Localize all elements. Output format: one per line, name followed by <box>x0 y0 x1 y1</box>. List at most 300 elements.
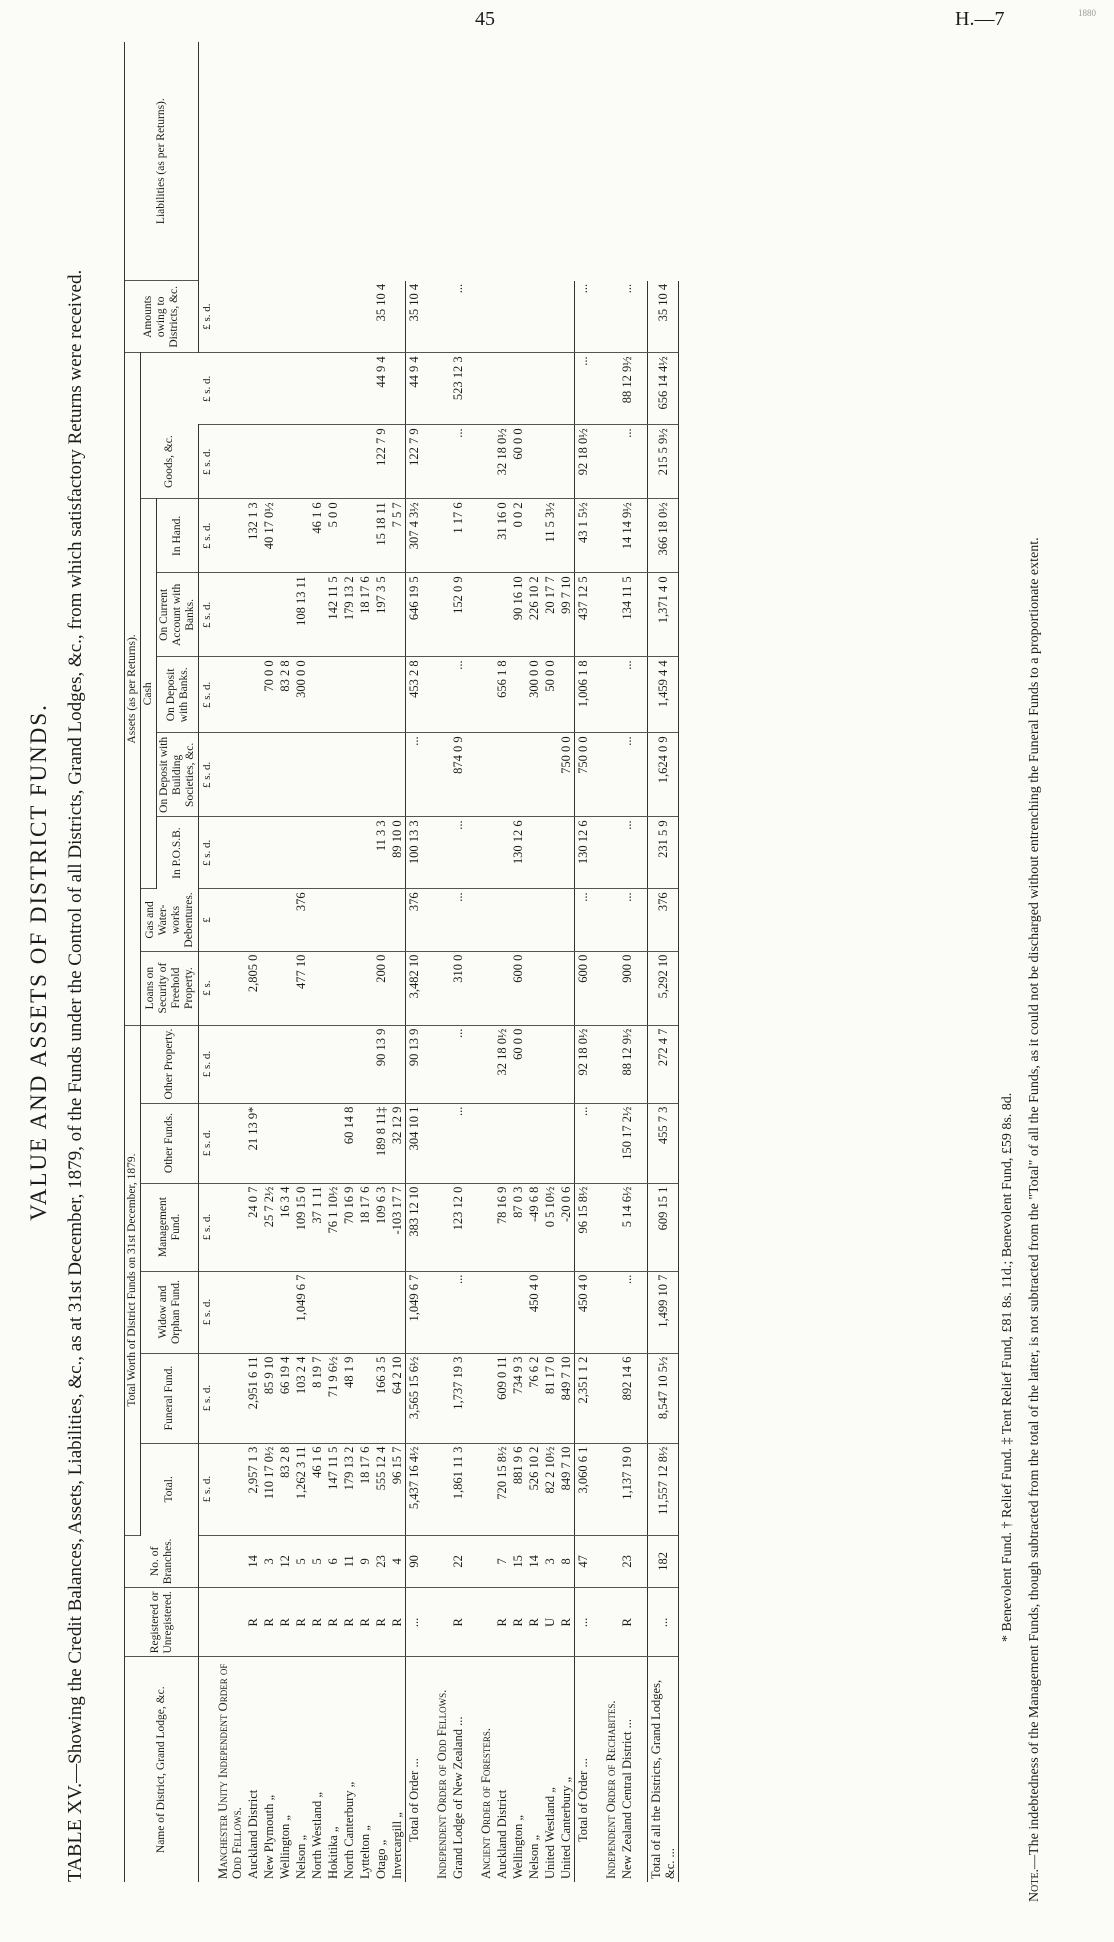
cell-bld <box>373 733 389 817</box>
cell-liab <box>357 281 373 353</box>
empty-cell <box>603 1588 619 1657</box>
empty-cell <box>603 1025 619 1103</box>
cell-br: 90 <box>406 1535 423 1588</box>
empty-cell <box>422 425 434 499</box>
cell-name: Total of Order ... <box>406 1657 423 1882</box>
page-title: VALUE AND ASSETS OF DISTRICT FUNDS. <box>26 703 51 1221</box>
cell-loans: 310 0 <box>450 951 466 1025</box>
cell-ofunds: 455 7 3 <box>648 1103 679 1183</box>
unit-cell: £ s. <box>199 951 216 1025</box>
col-other-funds: Other Funds. <box>141 1103 199 1183</box>
cell-ofunds <box>526 1103 542 1183</box>
empty-cell <box>635 573 648 657</box>
empty-cell <box>434 1025 450 1103</box>
cell-bank: 1,459 4 4 <box>648 657 679 733</box>
table-label: TABLE XV. <box>64 1782 86 1882</box>
cell-name: Total of all the Districts, Grand Lodges, &c. ... <box>648 1657 679 1882</box>
cell-mgmt: 87 0 3 <box>510 1183 526 1271</box>
empty-cell <box>635 1657 648 1882</box>
cell-funeral: 103 2 4 <box>293 1353 309 1443</box>
cell-loans <box>277 951 293 1025</box>
cell-gas: 376 <box>406 889 423 951</box>
cell-oprop: 272 4 7 <box>648 1025 679 1103</box>
note-text: —The indebtedness of the Management Funds, though subtracted from the total of the latter, is not subtracted from the "Total" of all the Funds, as it could not be discharged without entrenching the Funeral Funds to a proportionate extent. <box>1027 537 1042 1869</box>
cell-oprop <box>558 1025 575 1103</box>
cell-total: 11,557 12 8½ <box>648 1443 679 1535</box>
empty-cell <box>422 733 434 817</box>
cell-hand <box>293 499 309 573</box>
empty-cell <box>434 951 450 1025</box>
empty-cell <box>478 1353 494 1443</box>
cell-gas <box>494 889 510 951</box>
cell-mgmt: -20 0 6 <box>558 1183 575 1271</box>
empty-cell <box>478 817 494 889</box>
cell-gas <box>325 889 341 951</box>
cell-liab <box>389 281 406 353</box>
cell-br: 3 <box>261 1535 277 1588</box>
unit-cell: £ <box>199 889 216 951</box>
cell-total: 1,137 19 0 <box>619 1443 635 1535</box>
cell-gas <box>526 889 542 951</box>
cell-loans <box>542 951 558 1025</box>
cell-gas: ... <box>450 889 466 951</box>
section-heading: Independent Order of Odd Fellows. <box>435 1689 449 1879</box>
cell-funeral: 66 19 4 <box>277 1353 293 1443</box>
cell-loans <box>309 951 325 1025</box>
cell-bank: 300 0 0 <box>526 657 542 733</box>
empty-cell <box>422 1535 434 1588</box>
col-other-property: Other Property. <box>141 1025 199 1103</box>
empty-cell <box>422 1271 434 1353</box>
cell-ofunds <box>510 1103 526 1183</box>
corner-mark: 1880 <box>1078 8 1096 18</box>
empty-cell <box>422 1183 434 1271</box>
cell-name: Auckland District <box>246 1789 260 1879</box>
cell-mgmt: 37 1 11 <box>309 1183 325 1271</box>
empty-cell <box>466 1183 478 1271</box>
cell-br: 182 <box>648 1535 679 1588</box>
empty-cell <box>603 499 619 573</box>
cell-gas <box>309 889 325 951</box>
empty-cell <box>478 1271 494 1353</box>
cell-mgmt: 78 16 9 <box>494 1183 510 1271</box>
cell-name: Auckland District <box>495 1789 509 1879</box>
cell-bank <box>325 657 341 733</box>
empty-cell <box>591 1103 603 1183</box>
cell-br: 12 <box>277 1535 293 1588</box>
cell-total: 849 7 10 <box>558 1443 575 1535</box>
cell-hand <box>341 499 357 573</box>
cell-cur: 152 0 9 <box>450 573 466 657</box>
cell-name: Grand Lodge of New Zealand ... <box>451 1716 465 1879</box>
cell-funeral: 85 9 10 <box>261 1353 277 1443</box>
cell-loans: 477 10 <box>293 951 309 1025</box>
cell-owing <box>542 353 558 425</box>
empty-cell <box>603 951 619 1025</box>
empty-cell <box>466 281 478 353</box>
empty-cell <box>635 733 648 817</box>
cell-br: 11 <box>341 1535 357 1588</box>
cell-bank <box>245 657 261 733</box>
cell-ofunds: ... <box>575 1103 592 1183</box>
cell-ofunds <box>293 1103 309 1183</box>
cell-reg: R <box>293 1588 309 1657</box>
cell-oprop: 92 18 0½ <box>575 1025 592 1103</box>
empty-cell <box>215 499 245 573</box>
cell-liab: ... <box>450 281 466 353</box>
cell-cur: 99 7 10 <box>558 573 575 657</box>
col-current-account: On Current Account with Banks. <box>157 573 199 657</box>
cell-mgmt: 76 1 10½ <box>325 1183 341 1271</box>
cell-pos <box>261 817 277 889</box>
empty-cell <box>635 1271 648 1353</box>
cell-loans <box>357 951 373 1025</box>
empty-cell <box>434 657 450 733</box>
cell-goods <box>542 425 558 499</box>
cell-ofunds: ... <box>450 1103 466 1183</box>
cell-mgmt: 0 5 10½ <box>542 1183 558 1271</box>
cell-reg: R <box>373 1588 389 1657</box>
empty-cell <box>635 353 648 425</box>
cell-bank: 1,006 1 8 <box>575 657 592 733</box>
cell-owing: ... <box>575 353 592 425</box>
cell-br: 5 <box>309 1535 325 1588</box>
cell-owing: 44 9 4 <box>406 353 423 425</box>
unit-cell <box>199 1657 216 1882</box>
cell-hand: 307 4 3½ <box>406 499 423 573</box>
empty-cell <box>466 1353 478 1443</box>
col-gas-water: Gas and Water-works Debentures. <box>141 889 199 951</box>
cell-hand <box>558 499 575 573</box>
empty-cell <box>635 1103 648 1183</box>
cell-liab: ... <box>619 281 635 353</box>
cell-owing: 88 12 9½ <box>619 353 635 425</box>
empty-cell <box>635 1535 648 1588</box>
cell-gas: ... <box>575 889 592 951</box>
cell-br: 6 <box>325 1535 341 1588</box>
cell-bld <box>277 733 293 817</box>
cell-hand: 7 5 7 <box>389 499 406 573</box>
unit-cell: £ s. d. <box>199 1103 216 1183</box>
empty-cell <box>635 1183 648 1271</box>
empty-cell <box>591 1443 603 1535</box>
cell-pos <box>558 817 575 889</box>
cell-gas <box>389 889 406 951</box>
cell-loans <box>526 951 542 1025</box>
empty-cell <box>466 353 478 425</box>
cell-liab <box>293 281 309 353</box>
cell-bld <box>389 733 406 817</box>
unit-cell: £ s. d. <box>199 1271 216 1353</box>
cell-name: United Westland „ <box>543 1787 557 1879</box>
cell-hand: 46 1 6 <box>309 499 325 573</box>
cell-liab <box>309 281 325 353</box>
unit-cell: £ s. d. <box>199 1183 216 1271</box>
empty-cell <box>466 657 478 733</box>
cell-total: 720 15 8½ <box>494 1443 510 1535</box>
cell-pos <box>542 817 558 889</box>
section-code: H.—7 <box>955 8 1005 30</box>
empty-cell <box>434 1271 450 1353</box>
cell-oprop <box>309 1025 325 1103</box>
cell-br: 47 <box>575 1535 592 1588</box>
cell-pos <box>325 817 341 889</box>
cell-reg: R <box>389 1588 406 1657</box>
cell-widow: ... <box>450 1271 466 1353</box>
empty-cell <box>603 353 619 425</box>
cell-widow <box>325 1271 341 1353</box>
cell-total: 526 10 2 <box>526 1443 542 1535</box>
cell-goods: ... <box>450 425 466 499</box>
cell-gas <box>357 889 373 951</box>
cell-br: 9 <box>357 1535 373 1588</box>
section-heading-row <box>215 42 245 1882</box>
cell-gas: ... <box>619 889 635 951</box>
cell-goods <box>526 425 542 499</box>
note <box>1025 62 1045 1902</box>
cell-mgmt: -103 17 7 <box>389 1183 406 1271</box>
cell-loans <box>341 951 357 1025</box>
cell-funeral: 166 3 5 <box>373 1353 389 1443</box>
cell-goods <box>293 425 309 499</box>
cell-cur: 18 17 6 <box>357 573 373 657</box>
empty-cell <box>478 657 494 733</box>
empty-cell <box>466 733 478 817</box>
empty-cell <box>591 1588 603 1657</box>
grand-total-row <box>648 42 679 1882</box>
cell-gas <box>341 889 357 951</box>
spacer-row <box>422 42 434 1882</box>
cell-total: 83 2 8 <box>277 1443 293 1535</box>
empty-cell <box>466 1271 478 1353</box>
cell-funeral: 3,565 15 6½ <box>406 1353 423 1443</box>
cell-liab <box>558 281 575 353</box>
table-row <box>293 42 309 1882</box>
cell-ofunds <box>357 1103 373 1183</box>
order-total-row <box>575 42 592 1882</box>
cell-ofunds: 32 12 9 <box>389 1103 406 1183</box>
cell-mgmt: 25 7 2½ <box>261 1183 277 1271</box>
empty-cell <box>478 1183 494 1271</box>
cell-br: 4 <box>389 1535 406 1588</box>
cell-oprop: 32 18 0½ <box>494 1025 510 1103</box>
cell-reg: ... <box>575 1588 592 1657</box>
cell-cur: 646 19 5 <box>406 573 423 657</box>
cell-ofunds <box>494 1103 510 1183</box>
cell-reg: R <box>341 1588 357 1657</box>
empty-cell <box>466 1588 478 1657</box>
table-row <box>558 42 575 1882</box>
cell-oprop <box>261 1025 277 1103</box>
cell-cur <box>494 573 510 657</box>
cell-owing <box>261 353 277 425</box>
cell-cur: 437 12 5 <box>575 573 592 657</box>
cell-bld <box>293 733 309 817</box>
cell-mgmt: -49 6 8 <box>526 1183 542 1271</box>
cell-goods: ... <box>619 425 635 499</box>
cell-br: 15 <box>510 1535 526 1588</box>
empty-cell <box>478 281 494 353</box>
cell-goods: 92 18 0½ <box>575 425 592 499</box>
empty-cell <box>478 951 494 1025</box>
cell-loans <box>389 951 406 1025</box>
empty-cell <box>215 1535 245 1588</box>
empty-cell <box>478 889 494 951</box>
cell-loans: 3,482 10 <box>406 951 423 1025</box>
empty-cell <box>434 1183 450 1271</box>
empty-cell <box>422 1353 434 1443</box>
cell-reg: R <box>309 1588 325 1657</box>
cell-liab <box>341 281 357 353</box>
cell-bld: ... <box>619 733 635 817</box>
cell-goods <box>277 425 293 499</box>
col-funeral: Funeral Fund. <box>141 1353 199 1443</box>
unit-cell: £ s. d. <box>199 1025 216 1103</box>
empty-cell <box>635 499 648 573</box>
cell-br: 23 <box>619 1535 635 1588</box>
cell-goods <box>325 425 341 499</box>
cell-widow <box>542 1271 558 1353</box>
cell-name: Nelson „ <box>527 1834 541 1879</box>
table-row <box>277 42 293 1882</box>
cell-pos: 130 12 6 <box>575 817 592 889</box>
cell-br: 14 <box>526 1535 542 1588</box>
cell-goods: 122 7 9 <box>406 425 423 499</box>
cell-ofunds <box>542 1103 558 1183</box>
empty-cell <box>478 1103 494 1183</box>
cell-cur: 134 11 5 <box>619 573 635 657</box>
cell-loans: 900 0 <box>619 951 635 1025</box>
unit-cell: £ s. d. <box>199 1353 216 1443</box>
cell-name: New Plymouth „ <box>262 1794 276 1879</box>
cell-bld <box>357 733 373 817</box>
empty-cell <box>478 573 494 657</box>
empty-cell <box>635 281 648 353</box>
cell-mgmt: 18 17 6 <box>357 1183 373 1271</box>
cell-cur: 20 17 7 <box>542 573 558 657</box>
table-row <box>373 42 389 1882</box>
cell-total: 147 11 5 <box>325 1443 341 1535</box>
cell-liab <box>277 281 293 353</box>
cell-ofunds: 189 8 11‡ <box>373 1103 389 1183</box>
cell-oprop: 88 12 9½ <box>619 1025 635 1103</box>
empty-cell <box>478 1588 494 1657</box>
col-owing: Amounts owing to Districts, &c. <box>125 281 199 353</box>
cell-gas <box>558 889 575 951</box>
empty-cell <box>215 353 245 425</box>
cell-owing: 523 12 3 <box>450 353 466 425</box>
cell-owing <box>325 353 341 425</box>
empty-cell <box>215 1183 245 1271</box>
col-branches: No. of Branches. <box>125 1535 199 1588</box>
cell-total: 18 17 6 <box>357 1443 373 1535</box>
cell-gas <box>542 889 558 951</box>
unit-cell: £ s. d. <box>199 817 216 889</box>
cell-widow <box>277 1271 293 1353</box>
cell-loans: 200 0 <box>373 951 389 1025</box>
cell-bld <box>542 733 558 817</box>
cell-bld <box>309 733 325 817</box>
cell-goods: 122 7 9 <box>373 425 389 499</box>
cell-name: Wellington „ <box>511 1815 525 1879</box>
cell-funeral: 71 9 6½ <box>325 1353 341 1443</box>
cell-br: 7 <box>494 1535 510 1588</box>
col-liabilities: Liabilities (as per Returns). <box>125 42 199 281</box>
empty-cell <box>422 1443 434 1535</box>
cell-funeral: 8,547 10 5½ <box>648 1353 679 1443</box>
cell-owing <box>245 353 261 425</box>
empty-cell <box>215 1271 245 1353</box>
empty-cell <box>434 353 450 425</box>
cell-gas <box>373 889 389 951</box>
empty-cell <box>466 499 478 573</box>
table-row <box>341 42 357 1882</box>
empty-cell <box>434 499 450 573</box>
cell-total: 555 12 4 <box>373 1443 389 1535</box>
empty-cell <box>434 281 450 353</box>
empty-cell <box>434 1535 450 1588</box>
cell-cur: 179 13 2 <box>341 573 357 657</box>
cell-total: 3,060 6 1 <box>575 1443 592 1535</box>
cell-br: 3 <box>542 1535 558 1588</box>
table-row <box>245 42 261 1882</box>
empty-cell <box>466 1025 478 1103</box>
table-row <box>510 42 526 1882</box>
cell-widow <box>261 1271 277 1353</box>
cell-bld <box>510 733 526 817</box>
cell-pos: 130 12 6 <box>510 817 526 889</box>
empty-cell <box>478 733 494 817</box>
cell-name: Otago „ <box>374 1839 388 1879</box>
empty-cell <box>466 1657 478 1882</box>
cell-goods <box>389 425 406 499</box>
cell-mgmt: 96 15 8½ <box>575 1183 592 1271</box>
cell-bank <box>309 657 325 733</box>
table-row <box>450 42 466 1882</box>
spacer-row <box>591 42 603 1882</box>
cell-widow <box>309 1271 325 1353</box>
cell-name: Nelson „ <box>294 1834 308 1879</box>
cell-liab <box>526 281 542 353</box>
cell-bank <box>373 657 389 733</box>
empty-cell <box>422 499 434 573</box>
cell-gas <box>245 889 261 951</box>
cell-pos: 11 3 3 <box>373 817 389 889</box>
cell-hand: 366 18 0½ <box>648 499 679 573</box>
cell-oprop <box>341 1025 357 1103</box>
cell-funeral: 2,951 6 11 <box>245 1353 261 1443</box>
cell-br: 5 <box>293 1535 309 1588</box>
empty-cell <box>603 1535 619 1588</box>
cell-pos: 100 13 3 <box>406 817 423 889</box>
cell-pos <box>245 817 261 889</box>
table-row <box>389 42 406 1882</box>
cell-bld <box>245 733 261 817</box>
cell-widow <box>510 1271 526 1353</box>
cell-goods: 215 5 9½ <box>648 425 679 499</box>
cell-widow: ... <box>619 1271 635 1353</box>
empty-cell <box>591 425 603 499</box>
cell-total: 881 9 6 <box>510 1443 526 1535</box>
cell-funeral: 734 9 3 <box>510 1353 526 1443</box>
cell-bank: 300 0 0 <box>293 657 309 733</box>
spacer-row <box>466 42 478 1882</box>
cell-pos: ... <box>450 817 466 889</box>
cell-liab: 35 10 4 <box>648 281 679 353</box>
empty-cell <box>422 1103 434 1183</box>
cell-bank: ... <box>450 657 466 733</box>
cell-bld: 874 0 9 <box>450 733 466 817</box>
